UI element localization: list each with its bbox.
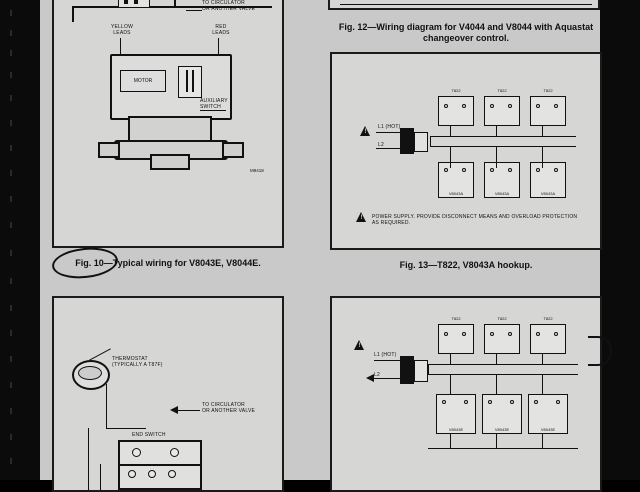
figure-12-caption: Fig. 12—Wiring diagram for V4044 and V8044 with Aquastat changeover control. xyxy=(338,22,594,43)
figure-10-caption: Fig. 10—Typical wiring for V8043E, V8044E. xyxy=(75,258,261,268)
figure-13-caption: Fig. 13—T822, V8043A hookup. xyxy=(399,260,533,270)
valve-v8043e-3: V8043E xyxy=(528,394,568,434)
valve-v8043a-1: V8043A xyxy=(438,162,474,198)
figure-13-panel: T822 T822 T822 V8043A V8043A V8043A ! L1 (HOT) L2 ! POWER SUPPLY. PROVIDE DISCONNECT MEANS AND OVERLOAD PROTECTION AS REQUIRED. xyxy=(330,52,602,250)
figure-14-panel: THERMOSTAT (TYPICALLY A T87F) TO CIRCULATOR OR ANOTHER VALVE END SWITCH xyxy=(52,296,284,492)
thermostat-t822-1: T822 xyxy=(438,96,474,126)
valve-v8043a-3: V8043A xyxy=(530,162,566,198)
warning-triangle-icon-fig13 xyxy=(360,126,371,136)
valve-v8043e-2: V8043E xyxy=(482,394,522,434)
warning-triangle-icon-fig15 xyxy=(354,340,365,350)
left-black-bar xyxy=(0,0,40,480)
figure-12-panel xyxy=(328,0,600,10)
thermostat-t822-5: T822 xyxy=(484,324,520,354)
warning-triangle-icon-fig13-note xyxy=(356,212,367,222)
right-black-bar xyxy=(600,0,640,480)
figure-14-thermostat-label: THERMOSTAT (TYPICALLY A T87F) xyxy=(112,356,163,368)
figure-14-circulator-label: TO CIRCULATOR OR ANOTHER VALVE xyxy=(202,402,256,414)
thermostat-t822-4: T822 xyxy=(438,324,474,354)
thermostat-t822-2: T822 xyxy=(484,96,520,126)
figure-10-panel: TO CIRCULATOR OR ANOTHER VALVE YELLOW LEADS RED LEADS MOTOR AUXILIARY SWITCH M9418 xyxy=(52,0,284,248)
thermostat-t822-3: T822 xyxy=(530,96,566,126)
valve-v8043e-1: V8043E xyxy=(436,394,476,434)
valve-v8043a-2: V8043A xyxy=(484,162,520,198)
figure-15-panel: T822 T822 T822 V8043E V8043E V8043E ! L1 (HOT) L2 xyxy=(330,296,602,492)
scan-edge-perforations xyxy=(10,0,12,480)
figure-13-note: POWER SUPPLY. PROVIDE DISCONNECT MEANS AND OVERLOAD PROTECTION AS REQUIRED. xyxy=(372,214,578,226)
thermostat-t822-6: T822 xyxy=(530,324,566,354)
